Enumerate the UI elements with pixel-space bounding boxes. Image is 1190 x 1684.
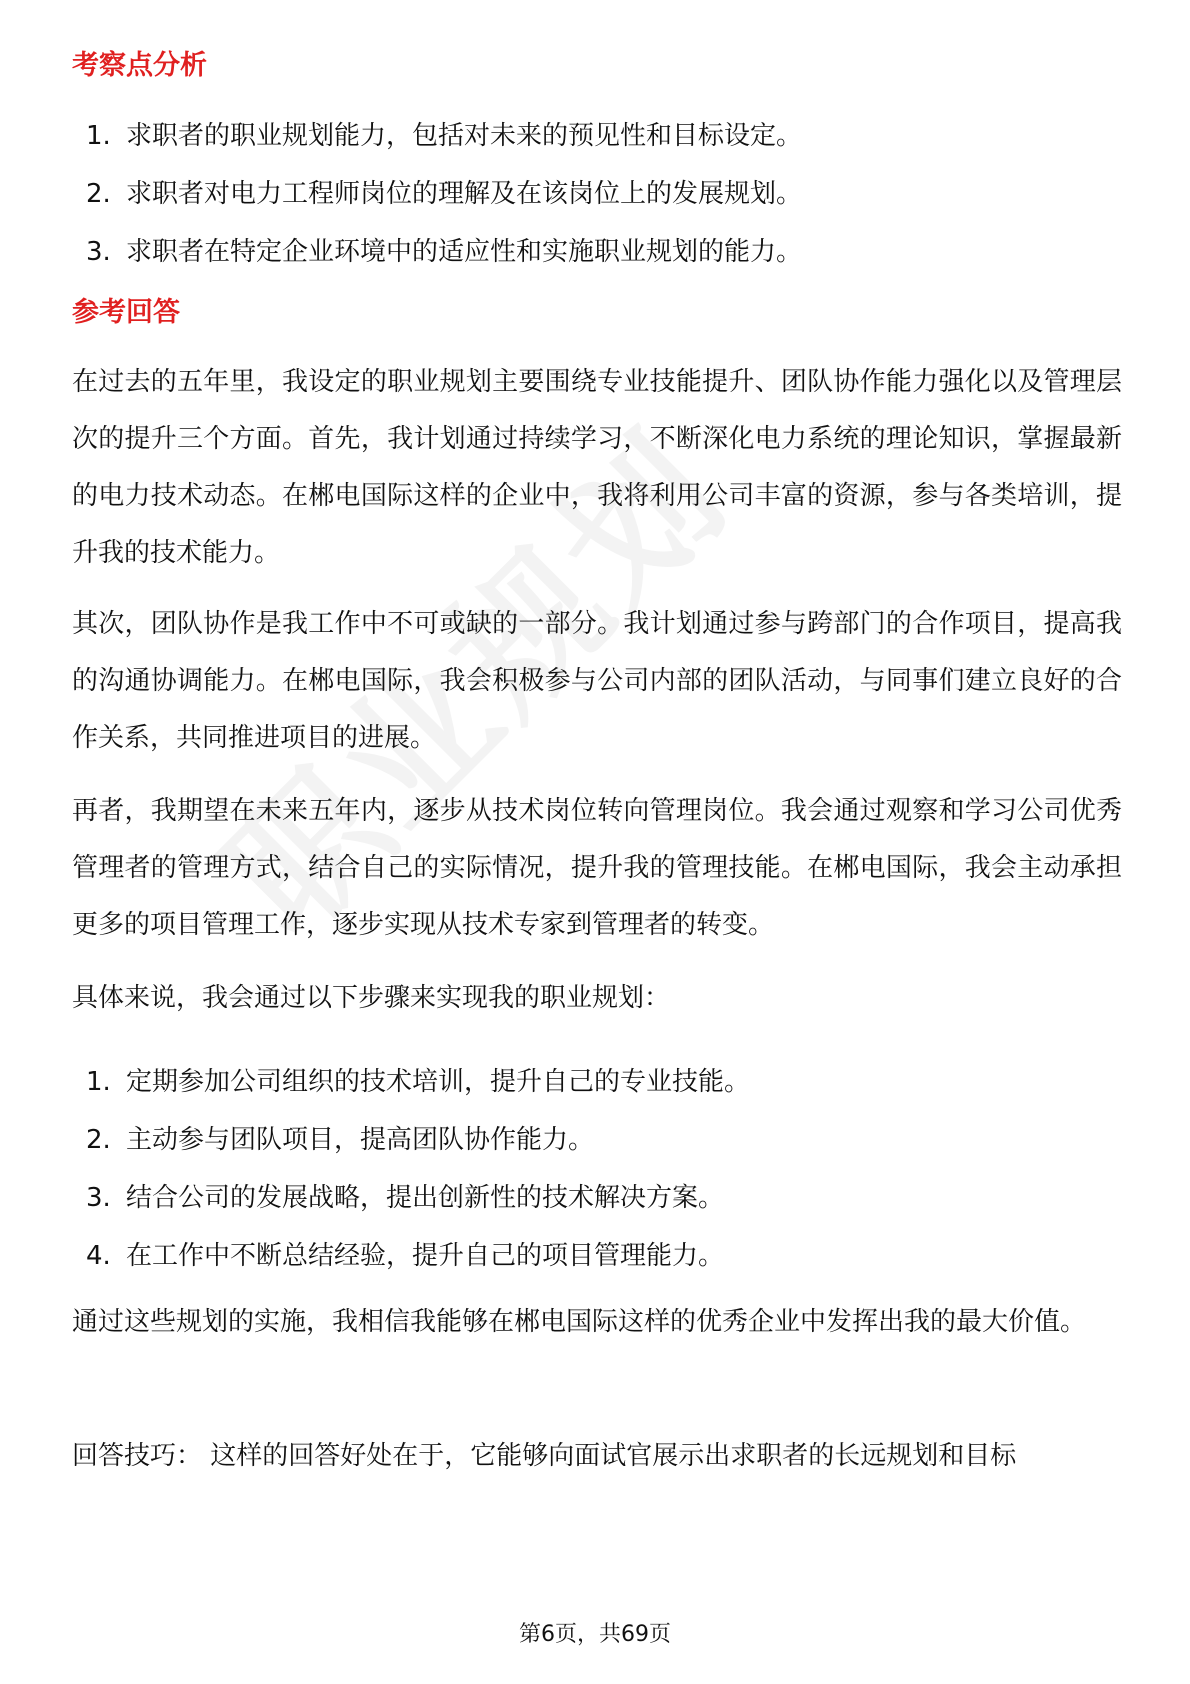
analysis-list — [72, 118, 1122, 292]
list-number: 3. — [86, 1183, 111, 1213]
list-text: 定期参加公司组织的技术培训，提升自己的专业技能。 — [126, 1067, 751, 1097]
list-text: 结合公司的发展战略，提出创新性的技术解决方案。 — [126, 1183, 725, 1213]
section-title-analysis: 考察点分析 — [72, 50, 207, 81]
list-number: 4. — [86, 1241, 111, 1271]
list-text: 求职者对电力工程师岗位的理解及在该岗位上的发展规划。 — [126, 179, 803, 209]
list-item — [72, 1064, 1122, 1122]
list-text: 在工作中不断总结经验，提升自己的项目管理能力。 — [126, 1241, 725, 1271]
list-number: 3. — [86, 237, 111, 267]
paragraph: 其次，团队协作是我工作中不可或缺的一部分。我计划通过参与跨部门的合作项目，提高我的沟通协调能力。在郴电国际，我会积极参与公司内部的团队活动，与同事们建立良好的合作关系，共同推进项目的进展。 — [72, 609, 1122, 753]
list-item — [72, 234, 1122, 292]
list-item — [72, 176, 1122, 234]
list-item — [72, 118, 1122, 176]
page-footer: 第6页，共69页 — [519, 1622, 671, 1647]
paragraph: 在过去的五年里，我设定的职业规划主要围绕专业技能提升、团队协作能力强化以及管理层次的提升三个方面。首先，我计划通过持续学习，不断深化电力系统的理论知识，掌握最新的电力技术动态。在郴电国际这样的企业中，我将利用公司丰富的资源，参与各类培训，提升我的技术能力。 — [72, 367, 1122, 568]
paragraph: 再者，我期望在未来五年内，逐步从技术岗位转向管理岗位。我会通过观察和学习公司优秀管理者的管理方式，结合自己的实际情况，提升我的管理技能。在郴电国际，我会主动承担更多的项目管理工作，逐步实现从技术专家到管理者的转变。 — [72, 796, 1122, 940]
paragraph: 通过这些规划的实施，我相信我能够在郴电国际这样的优秀企业中发挥出我的最大价值。 — [72, 1307, 1087, 1337]
steps-list — [72, 1064, 1122, 1296]
paragraph: 具体来说，我会通过以下步骤来实现我的职业规划： — [72, 983, 671, 1013]
section-title-answer: 参考回答 — [72, 297, 180, 328]
list-text: 求职者的职业规划能力，包括对未来的预见性和目标设定。 — [126, 121, 803, 151]
paragraph: 回答技巧： 这样的回答好处在于，它能够向面试官展示出求职者的长远规划和目标 — [72, 1441, 1017, 1471]
list-item — [72, 1122, 1122, 1180]
list-item — [72, 1238, 1122, 1296]
list-text: 求职者在特定企业环境中的适应性和实施职业规划的能力。 — [126, 237, 803, 267]
list-text: 主动参与团队项目，提高团队协作能力。 — [126, 1125, 595, 1155]
list-number: 2. — [86, 1125, 111, 1155]
list-item — [72, 1180, 1122, 1238]
list-number: 1. — [86, 1067, 111, 1097]
list-number: 2. — [86, 179, 111, 209]
list-number: 1. — [86, 121, 111, 151]
